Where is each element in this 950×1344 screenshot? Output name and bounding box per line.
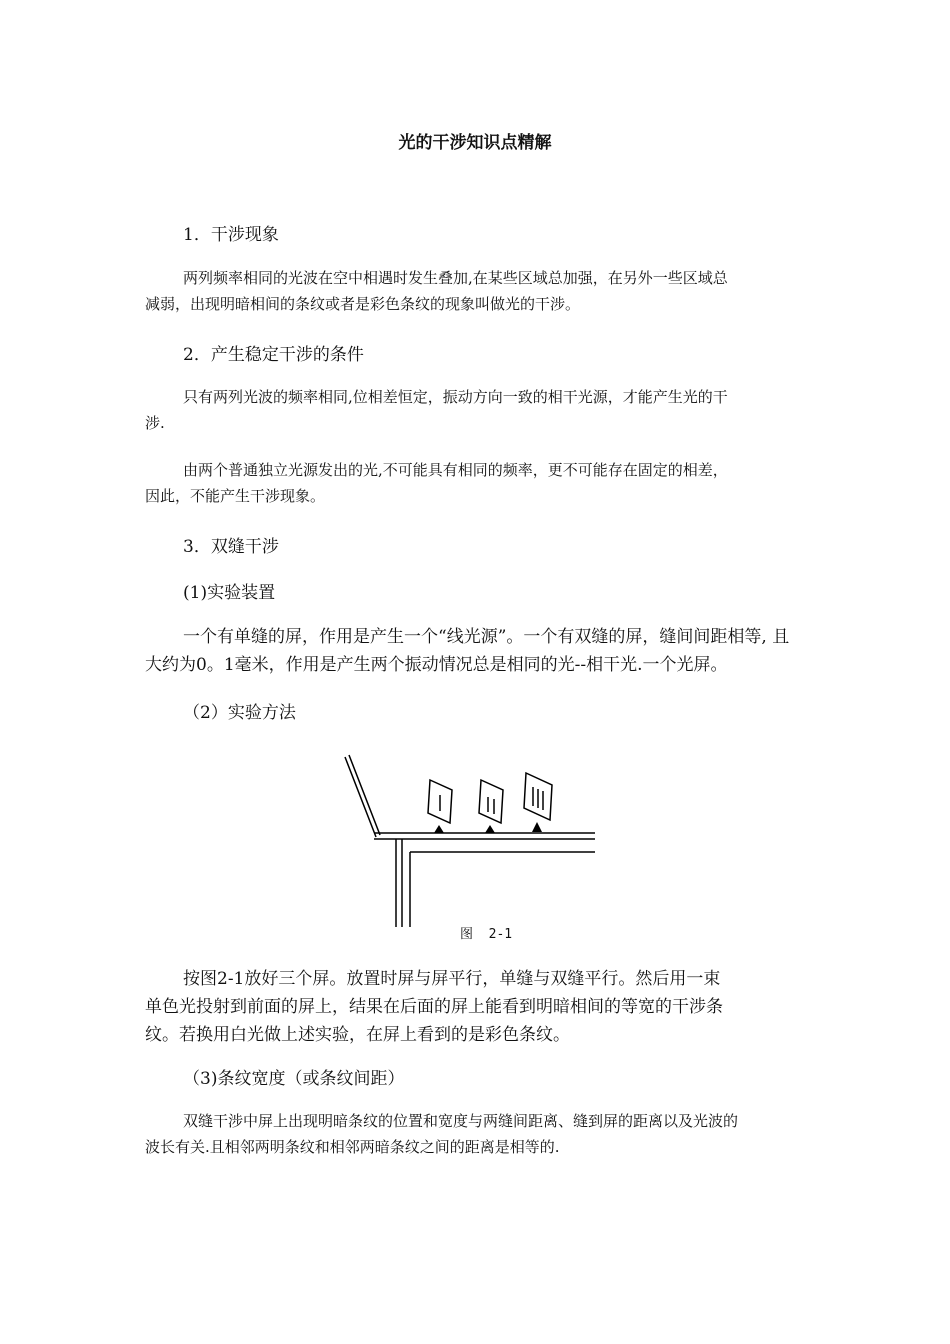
page-title: 光的干涉知识点精解 (398, 133, 552, 153)
fringe-width-paragraph (145, 1108, 805, 1160)
light-source-line (349, 755, 380, 835)
subsection-fringe-width-heading: （3)条纹宽度（或条纹间距） (183, 1069, 405, 1089)
text-line: 只有两列光波的频率相同,位相差恒定，振动方向一致的相干光源，才能产生光的干 (183, 388, 728, 406)
double-slit-apparatus-figure (340, 745, 610, 945)
screen-stand (485, 825, 495, 833)
subsection-method-heading: （2）实验方法 (183, 703, 296, 723)
text-line: 波长有关.且相邻两明条纹和相邻两暗条纹之间的距离是相等的. (145, 1138, 560, 1156)
text-line: 因此，不能产生干涉现象。 (145, 487, 326, 505)
double-slit-screen (479, 780, 503, 823)
screen-stand (532, 822, 542, 832)
section-2-paragraph-1 (145, 384, 805, 436)
text-line: 由两个普通独立光源发出的光,不可能具有相同的频率，更不可能存在固定的相差， (183, 461, 728, 479)
apparatus-paragraph (145, 623, 805, 679)
screen-stand (434, 825, 444, 833)
text-line: 一个有单缝的屏，作用是产生一个“线光源”。一个有双缝的屏，缝间间距相等, 且 (183, 627, 790, 647)
light-source-line (345, 757, 376, 837)
method-paragraph (145, 965, 805, 1049)
text-line: 减弱，出现明暗相间的条纹或者是彩色条纹的现象叫做光的干涉。 (145, 295, 581, 313)
text-line: 按图2-1放好三个屏。放置时屏与屏平行，单缝与双缝平行。然后用一束 (183, 969, 721, 989)
text-line: 大约为0。1毫米，作用是产生两个振动情况总是相同的光--相干光.一个光屏。 (145, 655, 728, 675)
section-2-paragraph-2 (145, 457, 805, 509)
section-1-heading: 1．干涉现象 (183, 225, 279, 245)
text-line: 涉. (145, 414, 165, 432)
text-line: 单色光投射到前面的屏上，结果在后面的屏上能看到明暗相间的等宽的干涉条 (145, 997, 723, 1017)
text-line: 双缝干涉中屏上出现明暗条纹的位置和宽度与两缝间距离、缝到屏的距离以及光波的 (183, 1112, 739, 1130)
section-3-heading: 3．双缝干涉 (183, 537, 279, 557)
section-1-paragraph (145, 265, 805, 317)
figure-caption-data: 图 2-1 (460, 927, 513, 942)
subsection-apparatus-heading: (1)实验装置 (183, 583, 276, 603)
text-line: 纹。若换用白光做上述实验，在屏上看到的是彩色条纹。 (145, 1025, 570, 1045)
text-line: 两列频率相同的光波在空中相遇时发生叠加,在某些区域总加强，在另外一些区域总 (183, 269, 728, 287)
section-2-heading: 2．产生稳定干涉的条件 (183, 345, 364, 365)
